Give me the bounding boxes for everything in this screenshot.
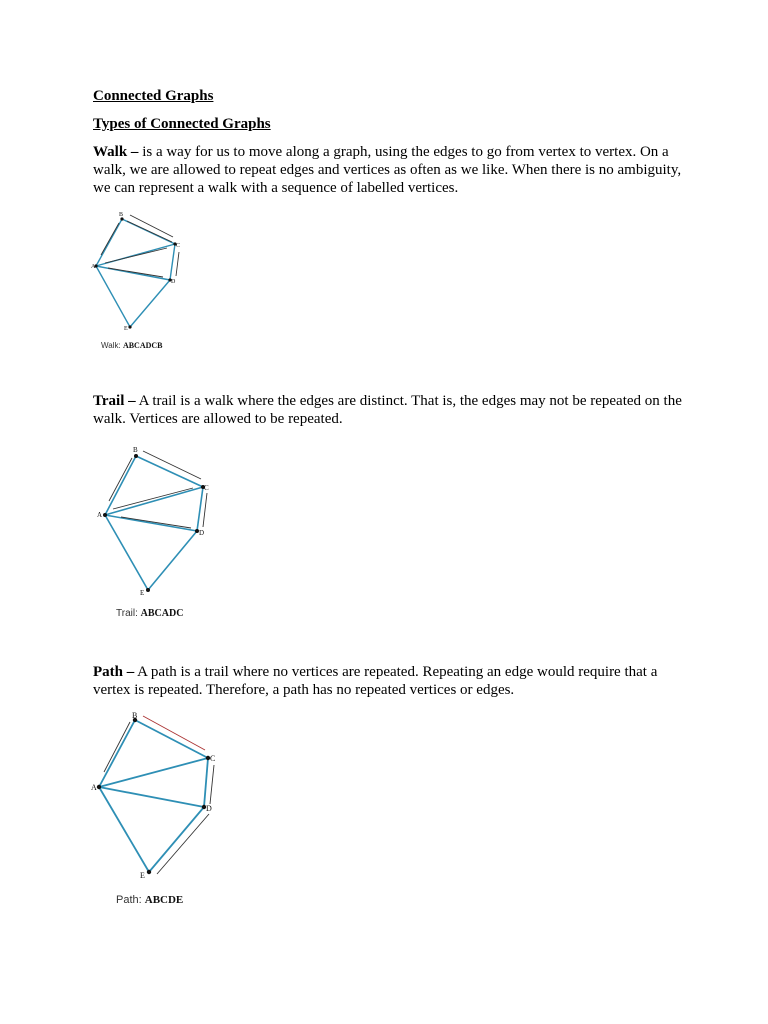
- edge-b-c: [136, 456, 203, 487]
- edge-a-e: [99, 787, 149, 872]
- edge-b-c: [135, 720, 208, 758]
- vertex-e: [128, 325, 131, 328]
- vertex-label-a: A: [91, 264, 96, 270]
- trail-arrow-a-d: [121, 517, 191, 528]
- edge-a-c: [99, 758, 208, 787]
- edge-d-e: [130, 280, 170, 327]
- edge-c-d: [170, 244, 175, 280]
- edge-a-d: [96, 266, 170, 280]
- trail-caption-sequence: ABCADC: [140, 608, 184, 619]
- walk-caption-sequence: ABCADCB: [122, 341, 163, 350]
- edge-a-c: [105, 487, 203, 515]
- path-text: A path is a trail where no vertices are repeated. Repeating an edge would require that a vertex is repeated. Therefore, a path has no repeated vertices or edges.: [93, 664, 658, 698]
- vertex-label-e: E: [124, 326, 128, 332]
- trail-caption: [116, 608, 183, 619]
- vertex-label-e: E: [140, 871, 145, 880]
- trail-text: A trail is a walk where the edges are distinct. That is, the edges may not be repeated on the walk. Vertices are allowed to be repeated.: [93, 393, 682, 427]
- vertex-label-a: A: [91, 783, 97, 792]
- trail-graph-edges: [105, 456, 203, 590]
- path-arrow-c-d: [210, 765, 214, 804]
- path-paragraph: [93, 663, 693, 699]
- path-arrows: [104, 716, 214, 874]
- walk-caption-prefix: Walk:: [101, 341, 121, 350]
- vertex-label-b: B: [119, 212, 124, 218]
- walk-vertices: [91, 212, 180, 332]
- vertex-label-e: E: [140, 589, 145, 597]
- vertex-label-a: A: [97, 511, 103, 519]
- trail-term: Trail –: [93, 393, 136, 409]
- edge-d-e: [149, 807, 204, 872]
- walk-arrow-a-d: [108, 268, 163, 277]
- vertex-label-d: D: [199, 529, 205, 537]
- path-caption: [116, 894, 183, 906]
- walk-paragraph: [93, 143, 693, 197]
- edge-c-d: [204, 758, 208, 807]
- path-figure: [91, 710, 226, 880]
- vertex-a: [103, 513, 107, 517]
- path-caption-sequence: ABCDE: [144, 894, 184, 906]
- vertex-e: [146, 588, 150, 592]
- walk-caption: [101, 341, 163, 350]
- trail-arrow-d-c: [203, 493, 207, 527]
- path-caption-prefix: Path:: [116, 894, 142, 906]
- edge-a-d: [105, 515, 197, 531]
- trail-paragraph: [93, 392, 693, 428]
- walk-graph-edges: [96, 219, 175, 327]
- path-term: Path –: [93, 664, 135, 680]
- vertex-label-d: D: [171, 279, 176, 285]
- trail-arrow-c-a: [113, 488, 193, 509]
- path-arrow-a-b: [104, 722, 130, 772]
- vertex-label-b: B: [132, 711, 138, 720]
- edge-a-e: [96, 266, 130, 327]
- trail-arrow-a-b: [109, 458, 132, 501]
- trail-figure: [95, 443, 220, 598]
- edge-a-e: [105, 515, 148, 590]
- walk-arrow-d-c: [176, 252, 179, 276]
- walk-figure: [93, 210, 193, 338]
- edge-d-e: [148, 531, 197, 590]
- vertex-e: [147, 870, 151, 874]
- edge-c-d: [197, 487, 203, 531]
- edge-a-b: [96, 219, 122, 266]
- trail-arrow-b-c: [143, 451, 201, 479]
- edge-a-b: [105, 456, 136, 515]
- vertex-b: [134, 454, 138, 458]
- trail-vertices: [97, 446, 209, 597]
- vertex-label-b: B: [133, 446, 138, 454]
- path-arrow-d-e: [157, 814, 209, 874]
- walk-arrow-c-a: [105, 248, 167, 263]
- vertex-label-c: C: [210, 754, 216, 763]
- vertex-label-d: D: [206, 804, 212, 813]
- vertex-label-c: C: [176, 243, 181, 249]
- trail-caption-prefix: Trail:: [116, 608, 138, 619]
- path-vertices: [91, 711, 215, 880]
- walk-arrow-b-c-2: [127, 221, 172, 242]
- vertex-label-c: C: [204, 484, 209, 492]
- path-graph-diagram: [91, 710, 226, 880]
- walk-term: Walk –: [93, 144, 139, 160]
- walk-arrow-a-b: [101, 223, 119, 255]
- walk-text: is a way for us to move along a graph, using the edges to go from vertex to vertex. On a walk, we are allowed to repeat edges and vertices as often as we like. When there is no ambiguity, we can represent a walk with a sequence of labelled vertices.: [93, 144, 682, 196]
- walk-graph-diagram: [93, 210, 193, 338]
- document-subtitle: Types of Connected Graphs: [93, 116, 271, 132]
- trail-graph-diagram: [95, 443, 220, 598]
- document-title: Connected Graphs: [93, 88, 214, 104]
- path-arrow-b-c: [143, 716, 205, 750]
- vertex-a: [97, 785, 101, 789]
- edge-a-d: [99, 787, 204, 807]
- edge-a-b: [99, 720, 135, 787]
